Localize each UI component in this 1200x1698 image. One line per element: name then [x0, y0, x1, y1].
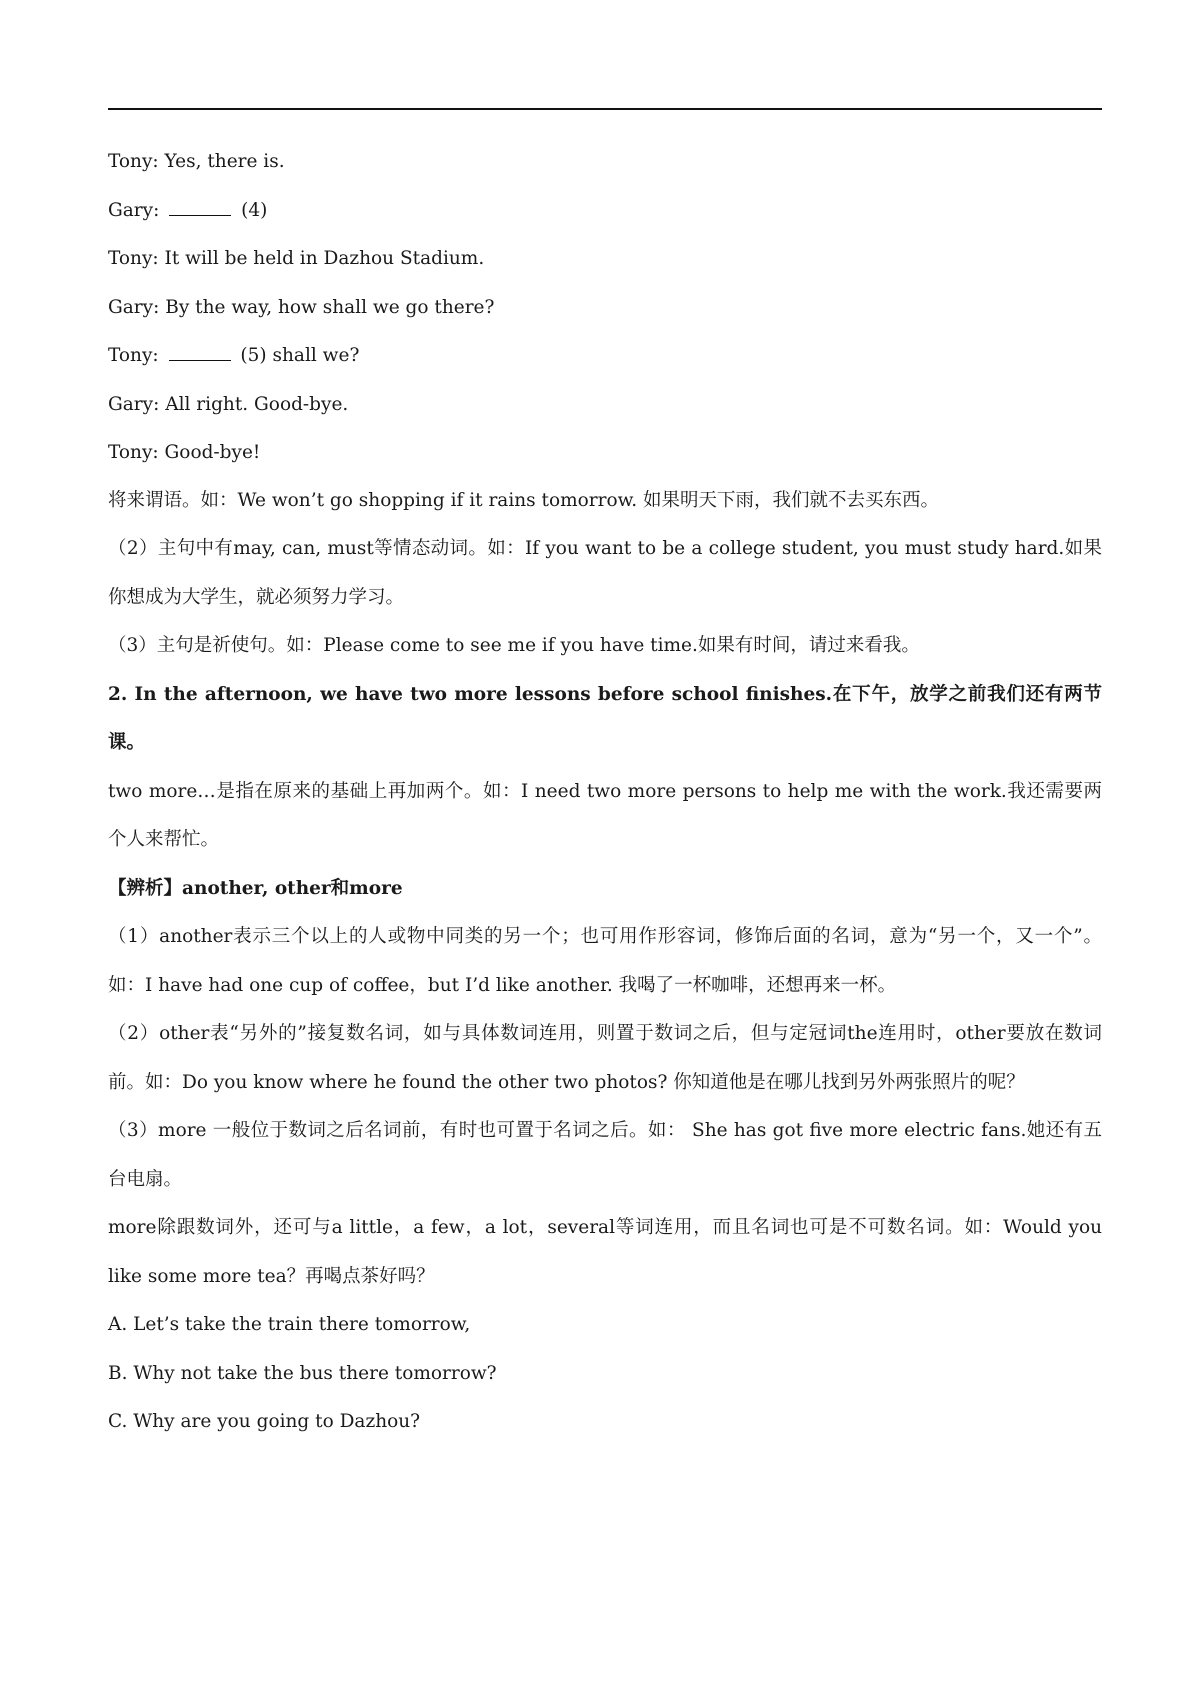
dialogue-text: (5) shall we? [240, 345, 360, 366]
section-heading: 2. In the afternoon, we have two more lessons before school finishes.在下午，放学之前我们还有两节课。 [108, 683, 1102, 753]
dialogue-line [108, 199, 1102, 223]
note-paragraph: （2）other表“另外的”接复数名词，如与具体数词连用，则置于数词之后，但与定冠词the连用时，other要放在数词前。如：Do you know where he found the other two photos? 你知道他是在哪儿找到另外两张照片的呢？ [108, 1023, 1102, 1093]
dialogue-line [108, 150, 1102, 174]
option-a: A. Let’s take the train there tomorrow, [108, 1314, 471, 1335]
dialogue-text: Yes, there is. [164, 151, 285, 172]
document-body [108, 150, 1102, 1447]
dialogue-text: All right. Good-bye. [165, 393, 349, 415]
option-b: B. Why not take the bus there tomorrow? [108, 1362, 497, 1384]
note-paragraph: 将来谓语。如：We won’t go shopping if it rains tomorrow. 如果明天下雨，我们就不去买东西。 [108, 489, 940, 511]
answer-blank [169, 201, 231, 216]
option-c: C. Why are you going to Dazhou? [108, 1411, 421, 1432]
analysis-title: 【辨析】another, other和more [108, 877, 403, 899]
dialogue-line [108, 441, 1102, 465]
speaker: Gary: [108, 393, 160, 415]
note-paragraph: （2）主句中有may, can, must等情态动词。如：If you want to be a college student, you must study hard.如果你想成为大学生，就必须努力学习。 [108, 538, 1102, 608]
answer-blank [169, 346, 231, 361]
speaker: Gary: [108, 199, 160, 221]
speaker: Tony: [108, 151, 159, 172]
header-rule [108, 108, 1102, 110]
dialogue-line [108, 344, 1102, 368]
dialogue-text: It will be held in Dazhou Stadium. [164, 248, 485, 269]
dialogue-line [108, 247, 1102, 271]
dialogue-text: Good-bye! [164, 442, 261, 463]
dialogue-text: (4) [241, 199, 268, 221]
note-paragraph: （1）another表示三个以上的人或物中同类的另一个；也可用作形容词，修饰后面的名词，意为“另一个，又一个”。 如：I have had one cup of coffee，but I’d like another. 我喝了一杯咖啡，还想再来一杯。 [108, 926, 1102, 996]
dialogue-line [108, 393, 1102, 417]
speaker: Gary: [108, 296, 160, 318]
dialogue-text: By the way, how shall we go there? [165, 296, 495, 318]
note-paragraph: two more…是指在原来的基础上再加两个。如：I need two more persons to help me with the work.我还需要两个人来帮忙。 [108, 780, 1102, 850]
note-paragraph: （3）主句是祈使句。如：Please come to see me if you have time.如果有时间，请过来看我。 [108, 635, 920, 656]
speaker: Tony: [108, 248, 159, 269]
speaker: Tony: [108, 345, 159, 366]
speaker: Tony: [108, 442, 159, 463]
note-paragraph: more除跟数词外，还可与a little，a few，a lot，several等词连用，而且名词也可是不可数名词。如：Would you like some more tea？再喝点茶好吗？ [108, 1217, 1102, 1287]
note-paragraph: （3）more 一般位于数词之后名词前，有时也可置于名词之后。如： She has got five more electric fans.她还有五台电扇。 [108, 1120, 1102, 1190]
dialogue-line [108, 296, 1102, 320]
